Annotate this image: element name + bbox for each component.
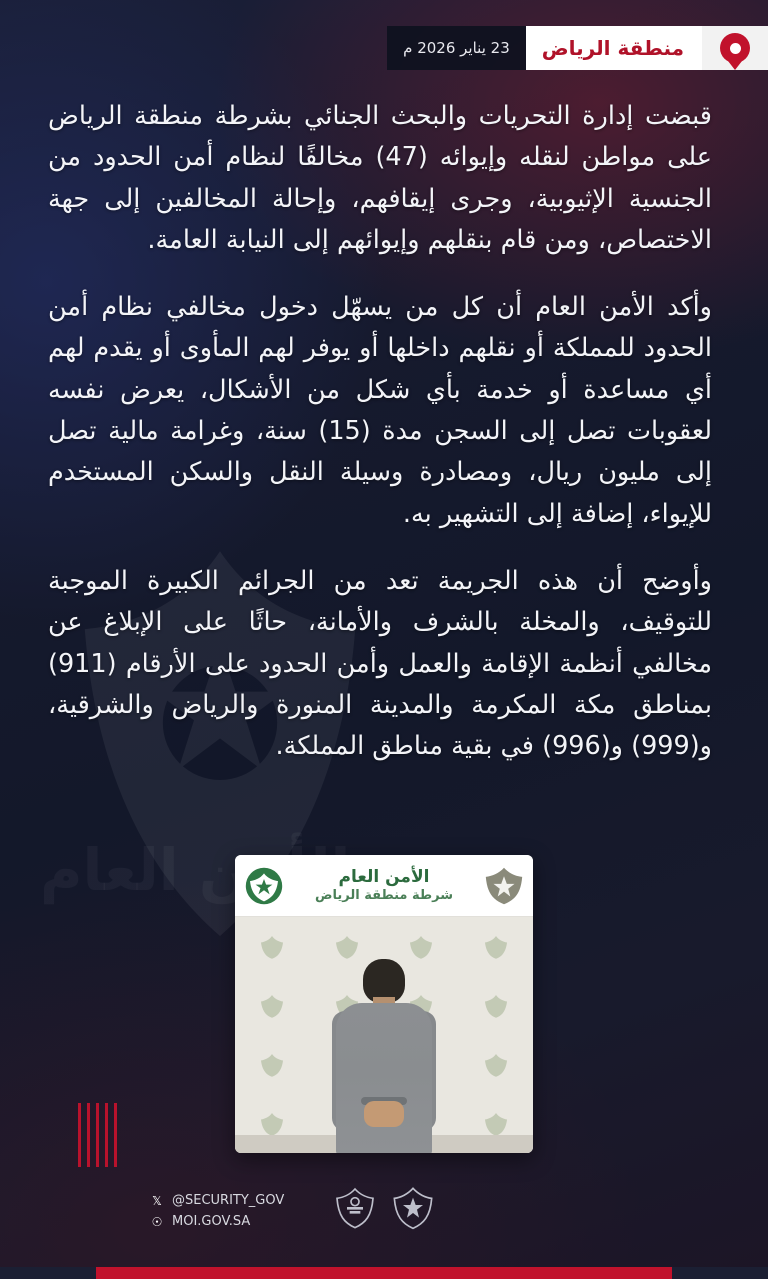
- location-pin-icon: [720, 33, 750, 63]
- decorative-hatch: [78, 1103, 118, 1167]
- x-handle-row[interactable]: [150, 1191, 284, 1212]
- article-body: [48, 96, 712, 793]
- wall-emblem-icon: [459, 1035, 534, 1094]
- social-links: [150, 1191, 284, 1233]
- wall-emblem-icon: [459, 976, 534, 1035]
- public-security-emblem-icon: [243, 865, 285, 907]
- police-emblem-icon: [483, 865, 525, 907]
- wall-emblem-icon: [235, 976, 310, 1035]
- header: [387, 26, 768, 70]
- footer: [0, 1183, 768, 1253]
- date-label: 23 يناير 2026 م: [387, 26, 526, 70]
- photo-card: [235, 855, 533, 1153]
- detained-person-figure: [324, 953, 444, 1153]
- globe-icon: ☉: [151, 1214, 163, 1229]
- photo-card-image: [235, 917, 533, 1153]
- photo-card-titles: [315, 867, 453, 905]
- wall-emblem-icon: [235, 917, 310, 976]
- paragraph-3: وأوضح أن هذه الجريمة تعد من الجرائم الكبيرة الموجبة للتوقيف، والمخلة بالشرف والأمانة، حاثًا على الإبلاغ عن مخالفي أنظمة الإقامة والعمل وأمن الحدود على الأرقام (911) بمناطق مكة المكرمة والمدينة المنورة والرياض والشرقية، و(999) و(996) في بقية مناطق المملكة.: [48, 565, 712, 762]
- photo-card-title: الأمن العام: [338, 866, 430, 887]
- photo-card-header: [235, 855, 533, 917]
- region-label: منطقة الرياض: [526, 26, 702, 70]
- x-logo-icon: 𝕏: [152, 1193, 162, 1208]
- bottom-accent-bar: [0, 1267, 768, 1279]
- paragraph-1: قبضت إدارة التحريات والبحث الجنائي بشرطة منطقة الرياض على مواطن لنقله وإيوائه (47) مخالفًا لنظام أمن الحدود من الجنسية الإثيوبية، وجرى إيقافهم، وإحالة المخالفين إلى جهة الاختصاص، ومن قام بنقلهم وإيوائهم إلى النيابة العامة.: [48, 101, 713, 255]
- photo-card-subtitle: شرطة منطقة الرياض: [315, 888, 453, 903]
- paragraph-2: وأكد الأمن العام أن كل من يسهّل دخول مخالفي نظام أمن الحدود للمملكة أو نقلهم داخلها أو يوفر لهم المأوى أو يقدم لهم أي مساعدة أو خدمة بأي شكل من الأشكال، يعرض نفسه لعقوبات تصل إلى السجن مدة (15) سنة، وغرامة مالية تصل إلى مليون ريال، ومصادرة وسيلة النقل والسكن المستخدم للإيواء، إضافة إلى التشهير به.: [48, 292, 712, 529]
- website-label: MOI.GOV.SA: [172, 1213, 251, 1229]
- public-security-emblem-icon: [335, 1187, 375, 1231]
- x-handle-label: @SECURITY_GOV: [172, 1193, 285, 1208]
- website-row[interactable]: [150, 1212, 284, 1233]
- header-logo: [702, 26, 768, 70]
- wall-emblem-icon: [235, 1035, 310, 1094]
- wall-emblem-icon: [459, 917, 534, 976]
- footer-emblems: [335, 1187, 433, 1231]
- moi-emblem-icon: [393, 1187, 433, 1231]
